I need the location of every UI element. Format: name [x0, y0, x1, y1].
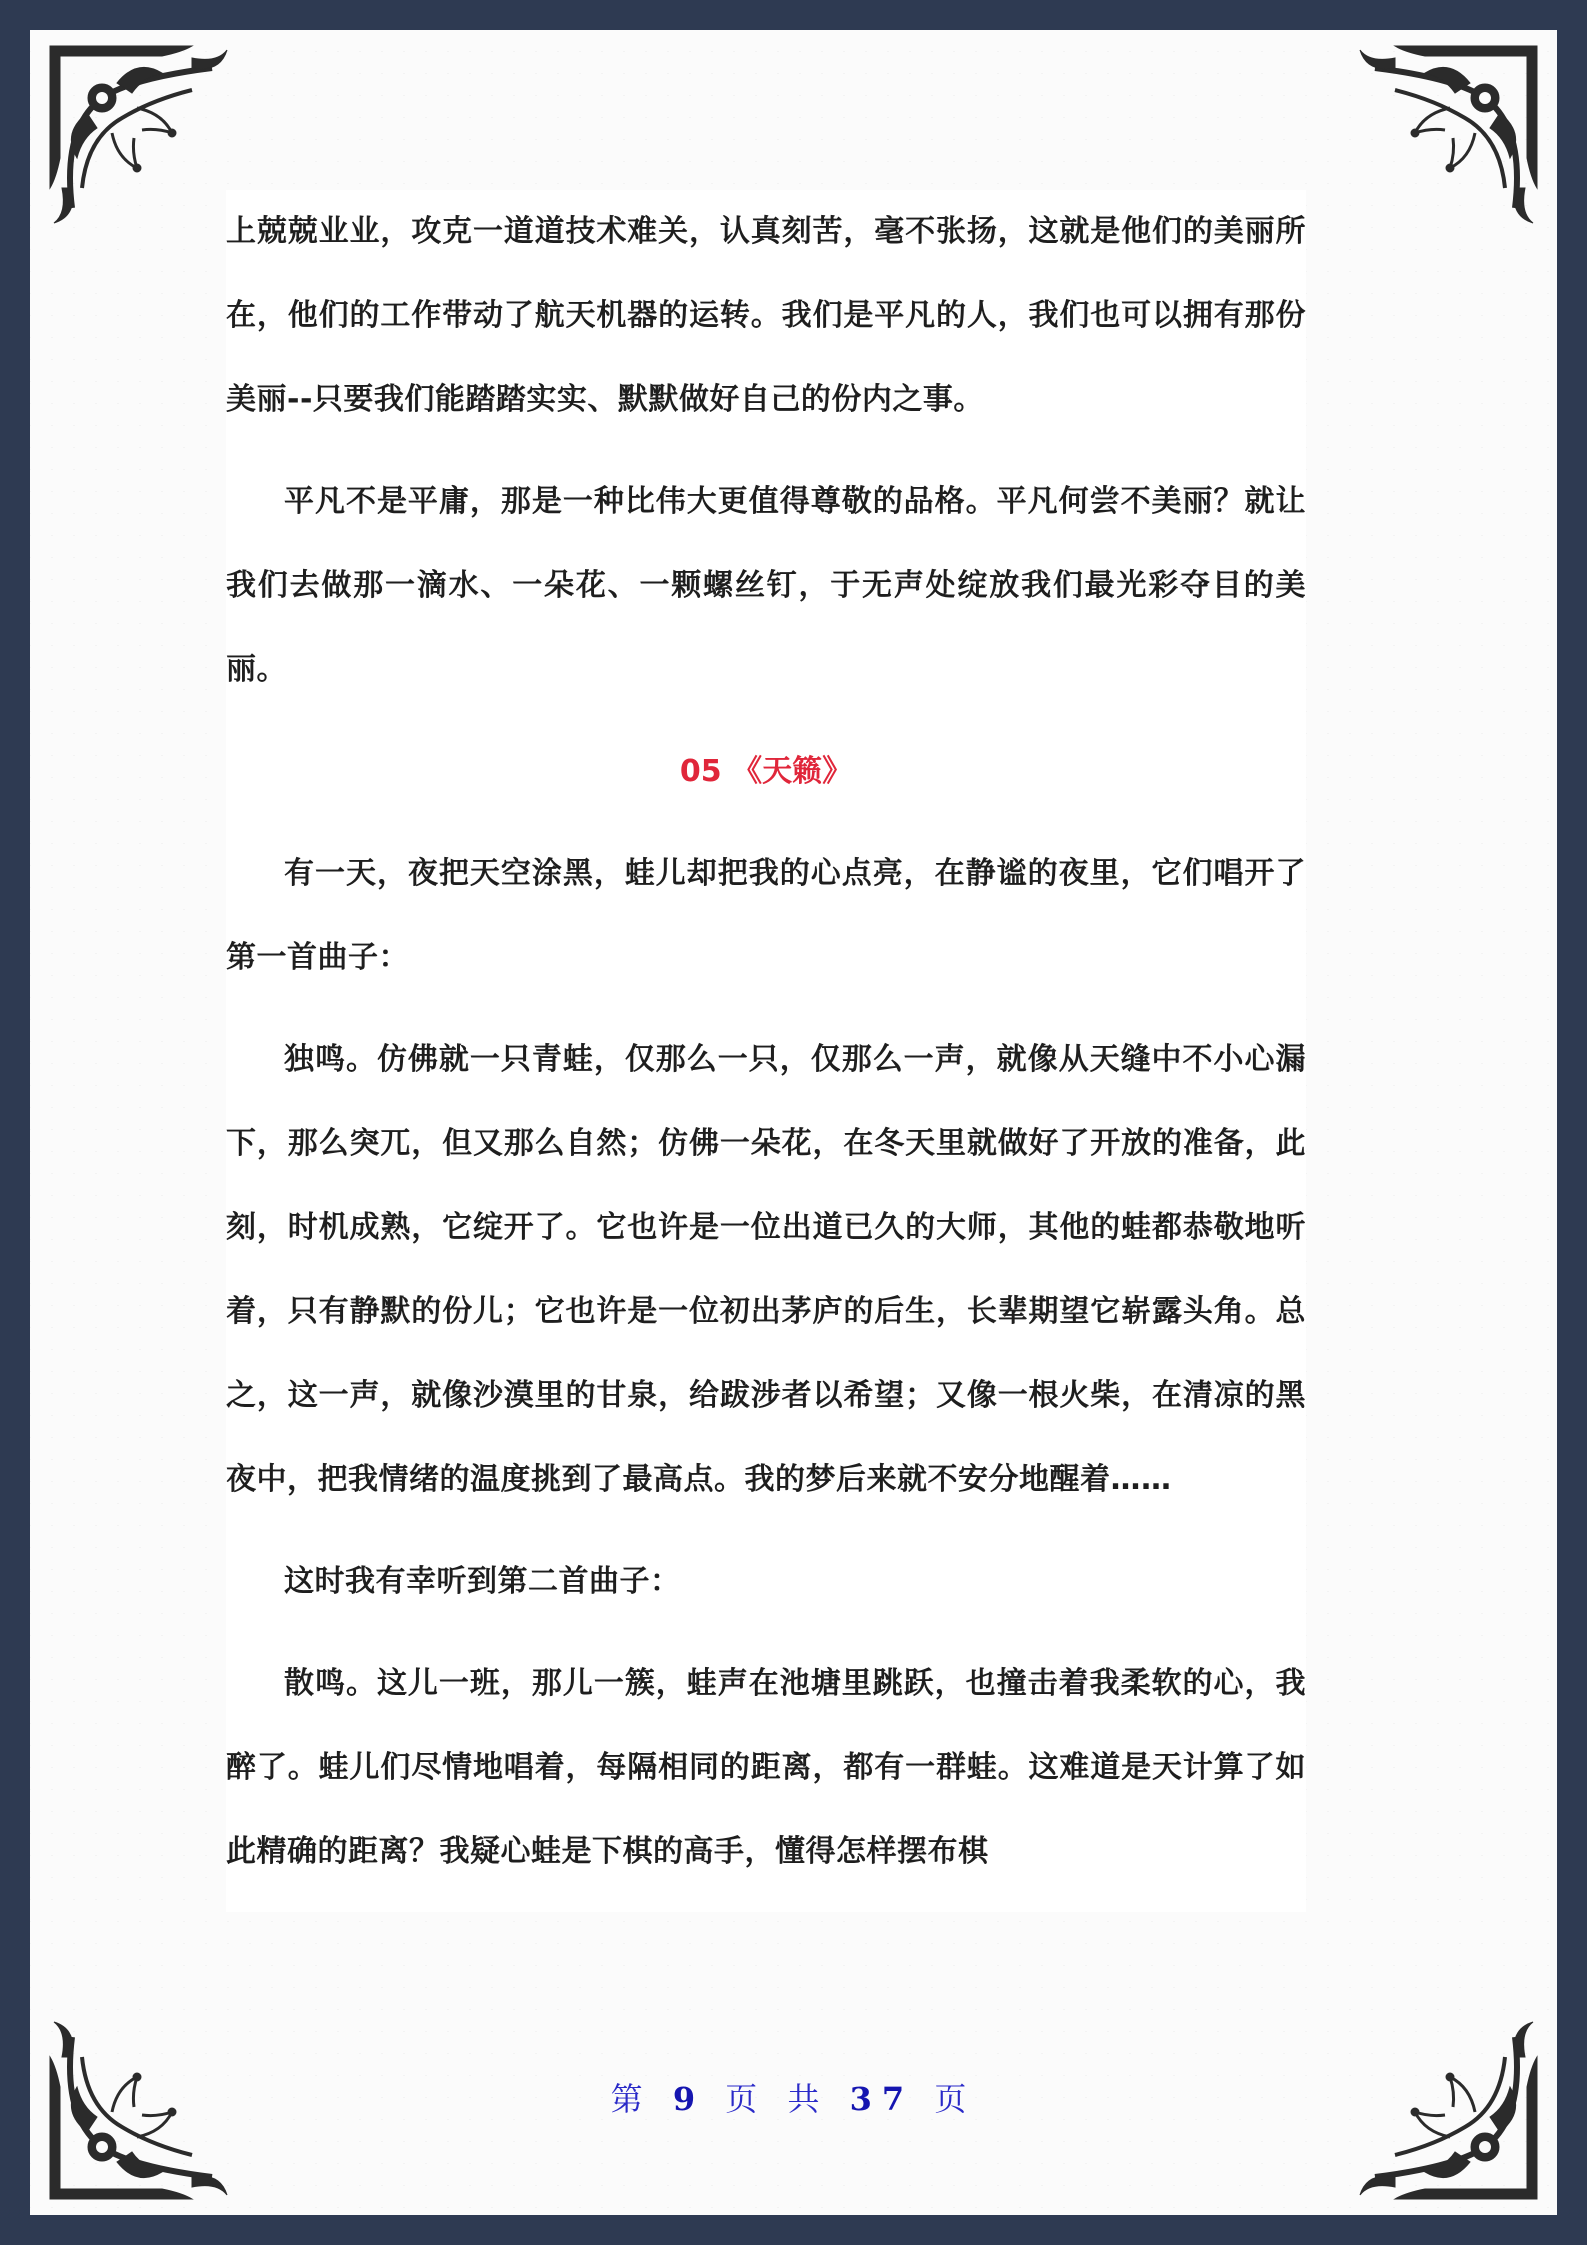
paragraph: 这时我有幸听到第二首曲子： — [284, 1564, 681, 1599]
section-title: 05 《天籁》 — [679, 754, 853, 789]
paragraph: 有一天，夜把天空涂黑，蛙儿却把我的心点亮，在静谧的夜里，它们唱开了第一首曲子： — [226, 856, 1306, 975]
document-body — [226, 190, 1306, 1912]
ornament-corner-top-right-icon — [1345, 38, 1545, 238]
footer-prefix: 第 — [610, 2080, 653, 2118]
paragraph: 散鸣。这儿一班，那儿一簇，蛙声在池塘里跳跃，也撞击着我柔软的心，我醉了。蛙儿们尽情地唱着，每隔相同的距离，都有一群蛙。这难道是天计算了如此精确的距离？我疑心蛙是下棋的高手，懂得怎样摆布棋 — [226, 1666, 1306, 1869]
paragraph: 独鸣。仿佛就一只青蛙，仅那么一只，仅那么一声，就像从天缝中不小心漏下，那么突兀，但又那么自然；仿佛一朵花，在冬天里就做好了开放的准备，此刻，时机成熟，它绽开了。它也许是一位出道已久的大师，其他的蛙都恭敬地听着，只有静默的份儿；它也许是一位初出茅庐的后生，长辈期望它崭露头角。总之，这一声，就像沙漠里的甘泉，给跋涉者以希望；又像一根火柴，在清凉的黑夜中，把我情绪的温度挑到了最高点。我的梦后来就不安分地醒着…… — [226, 1042, 1306, 1497]
paragraph: 平凡不是平庸，那是一种比伟大更值得尊敬的品格。平凡何尝不美丽？就让我们去做那一滴水、一朵花、一颗螺丝钉，于无声处绽放我们最光彩夺目的美丽。 — [226, 484, 1306, 687]
current-page-number: 9 — [672, 2080, 706, 2118]
total-pages-number: 37 — [849, 2080, 915, 2118]
footer-suffix: 页 — [934, 2080, 977, 2118]
ornament-corner-top-left-icon — [42, 38, 242, 238]
paragraph-continuation: 上兢兢业业，攻克一道道技术难关，认真刻苦，毫不张扬，这就是他们的美丽所在，他们的工作带动了航天机器的运转。我们是平凡的人，我们也可以拥有那份美丽--只要我们能踏踏实实、默默做好自己的份内之事。 — [226, 214, 1306, 417]
page-footer — [0, 2074, 1587, 2120]
footer-middle: 页 共 — [725, 2080, 830, 2118]
